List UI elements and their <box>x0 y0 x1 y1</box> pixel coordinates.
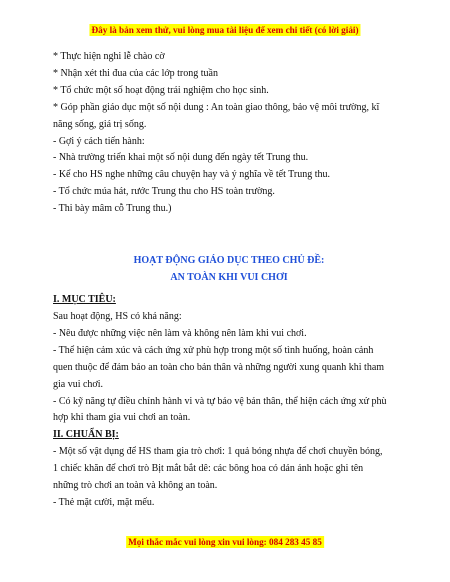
objectives-heading: I. MỤC TIÊU: <box>53 294 116 306</box>
text-line: - Thẻ mặt cười, mặt mếu. <box>53 496 155 508</box>
text-line: những trò chơi an toàn và không an toàn. <box>53 480 218 492</box>
text-line: - Có kỹ năng tự điều chỉnh hành vi và tự bảo vệ bản thân, thể hiện cách ứng xử phù <box>53 395 387 407</box>
text-line: * Nhận xét thi đua của các lớp trong tuần <box>53 67 218 79</box>
text-line: * Thực hiện nghi lễ chào cờ <box>53 51 165 62</box>
text-line: * Góp phần giáo dục một số nội dung : An toàn giao thông, bảo vệ môi trường, kĩ <box>53 101 380 113</box>
text-line: - Nêu được những việc nên làm và không nên làm khi vui chơi. <box>53 327 307 339</box>
contact-banner: Mọi thắc mắc vui lòng xin vui lòng: 084 283 45 85 <box>128 537 322 547</box>
text-line: - Thi bày mâm cỗ Trung thu.) <box>53 203 172 215</box>
text-line: hợp khi tham gia vui chơi an toàn. <box>53 412 191 424</box>
preview-notice-banner: Đây là bản xem thử, vui lòng mua tài liệu để xem chi tiết (có lời giải) <box>91 25 359 35</box>
text-line: - Nhà trường triển khai một số nội dung đến ngày tết Trung thu. <box>53 152 309 164</box>
text-line: Sau hoạt động, HS có khả năng: <box>53 310 182 322</box>
text-line: - Một số vật dụng để HS tham gia trò chơi: 1 quả bóng nhựa để chơi chuyền bóng, <box>53 446 383 458</box>
document-body <box>53 49 405 512</box>
preparation-heading: II. CHUẨN BỊ: <box>53 429 119 441</box>
text-line: - Tổ chức múa hát, rước Trung thu cho HS toàn trường. <box>53 186 275 198</box>
text-line: 1 chiếc khăn để chơi trò Bịt mắt bắt dê: các bông hoa có dán ảnh hoặc ghi tên <box>53 463 364 475</box>
text-line: - Kể cho HS nghe những câu chuyện hay và ý nghĩa về tết Trung thu. <box>53 169 331 181</box>
text-line: - Thể hiện cảm xúc và cách ứng xử phù hợp trong một số tình huống, hoàn cảnh <box>53 344 374 356</box>
text-line: năng sống, giá trị sống. <box>53 118 147 130</box>
text-line: quen thuộc để đảm bảo an toàn cho bản thân và những người xung quanh khi tham <box>53 361 385 373</box>
text-line: - Gợi ý cách tiến hành: <box>53 135 145 147</box>
objectives-section <box>53 292 405 427</box>
section-title: HOẠT ĐỘNG GIÁO DỤC THEO CHỦ ĐỀ: <box>133 255 325 267</box>
text-line: * Tổ chức một số hoạt động trải nghiệm cho học sinh. <box>53 84 269 96</box>
preparation-section <box>53 427 405 512</box>
text-line: gia vui chơi. <box>53 378 103 390</box>
section-subtitle: AN TOÀN KHI VUI CHƠI <box>170 272 288 284</box>
activity-description <box>53 49 405 218</box>
